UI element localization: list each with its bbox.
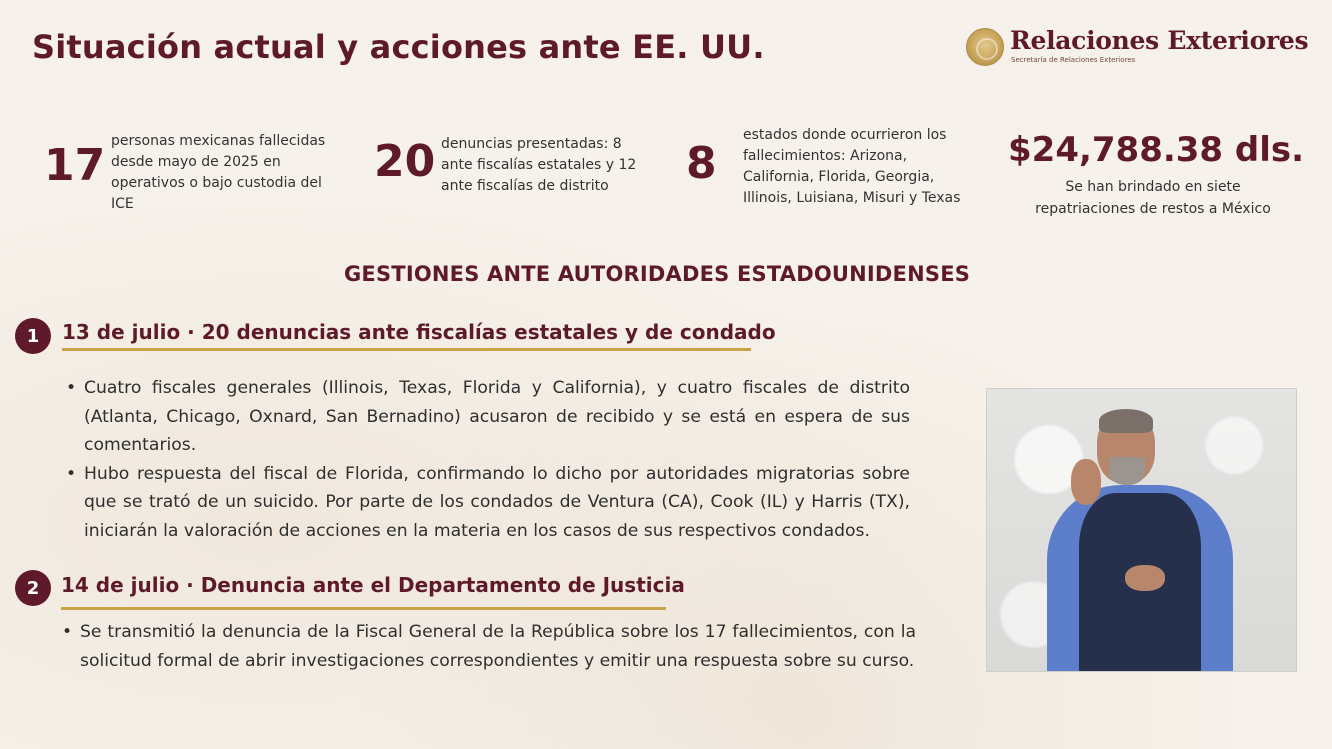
brand-logo xyxy=(966,26,1309,70)
list-item: • Se transmitió la denuncia de la Fiscal General de la República sobre los 17 fallecimientos, con la solicitud formal de abrir investigaciones correspondientes y emitir una respuesta sobre su curso. xyxy=(58,618,916,675)
stat-deaths-text: personas mexicanas fallecidas desde mayo de 2025 en operativos o bajo custodia del ICE xyxy=(111,133,326,212)
item-1-underline xyxy=(62,348,751,351)
stat-complaints-text: denuncias presentadas: 8 ante fiscalías estatales y 12 ante fiscalías de distrito xyxy=(441,136,637,194)
item-1-heading: 13 de julio · 20 denuncias ante fiscalías estatales y de condado xyxy=(62,320,776,344)
stat-states-text: estados donde ocurrieron los fallecimientos: Arizona, California, Florida, Georgia, Illinois, Luisiana, Misuri y Texas xyxy=(743,127,961,206)
sign-language-interpreter-video xyxy=(986,388,1297,672)
brand-name: Relaciones Exteriores xyxy=(1010,26,1309,55)
interpreter-hand xyxy=(1071,459,1101,505)
list-item: • Cuatro fiscales generales (Illinois, Texas, Florida y California), y cuatro fiscales de distrito (Atlanta, Chicago, Oxnard, San Bernadino) acusaron de recibido y se está en espera de sus comentarios. xyxy=(62,374,910,460)
interpreter-beard xyxy=(1109,457,1145,485)
slide-title: Situación actual y acciones ante EE. UU. xyxy=(32,28,765,66)
item-2-heading: 14 de julio · Denuncia ante el Departamento de Justicia xyxy=(61,573,685,597)
item-2-bullet-list xyxy=(58,618,916,675)
stat-repatriation-text: Se han brindado en siete repatriaciones de restos a México xyxy=(1035,179,1271,217)
section-heading: GESTIONES ANTE AUTORIDADES ESTADOUNIDENSES xyxy=(344,262,971,286)
list-item: • Hubo respuesta del fiscal de Florida, confirmando lo dicho por autoridades migratorias sobre que se trató de un suicido. Por parte de los condados de Ventura (CA), Cook (IL) y Harris (TX), iniciarán la valoración de acciones en la materia en los casos de sus respectivos condados. xyxy=(62,460,910,546)
national-seal-icon xyxy=(966,28,1004,66)
item-2-number-badge: 2 xyxy=(15,570,51,606)
stat-deaths-value: 17 xyxy=(44,140,106,191)
stat-repatriation-amount: $24,788.38 dls. xyxy=(1008,130,1305,170)
brand-subtitle: Secretaría de Relaciones Exteriores xyxy=(1011,56,1136,64)
item-1-bullet-list xyxy=(62,374,910,545)
interpreter-hand xyxy=(1125,565,1165,591)
interpreter-hair xyxy=(1099,409,1153,433)
item-1-number-badge: 1 xyxy=(15,318,51,354)
stat-complaints-value: 20 xyxy=(374,136,436,187)
stat-states-value: 8 xyxy=(686,138,717,189)
item-2-underline xyxy=(61,607,666,610)
